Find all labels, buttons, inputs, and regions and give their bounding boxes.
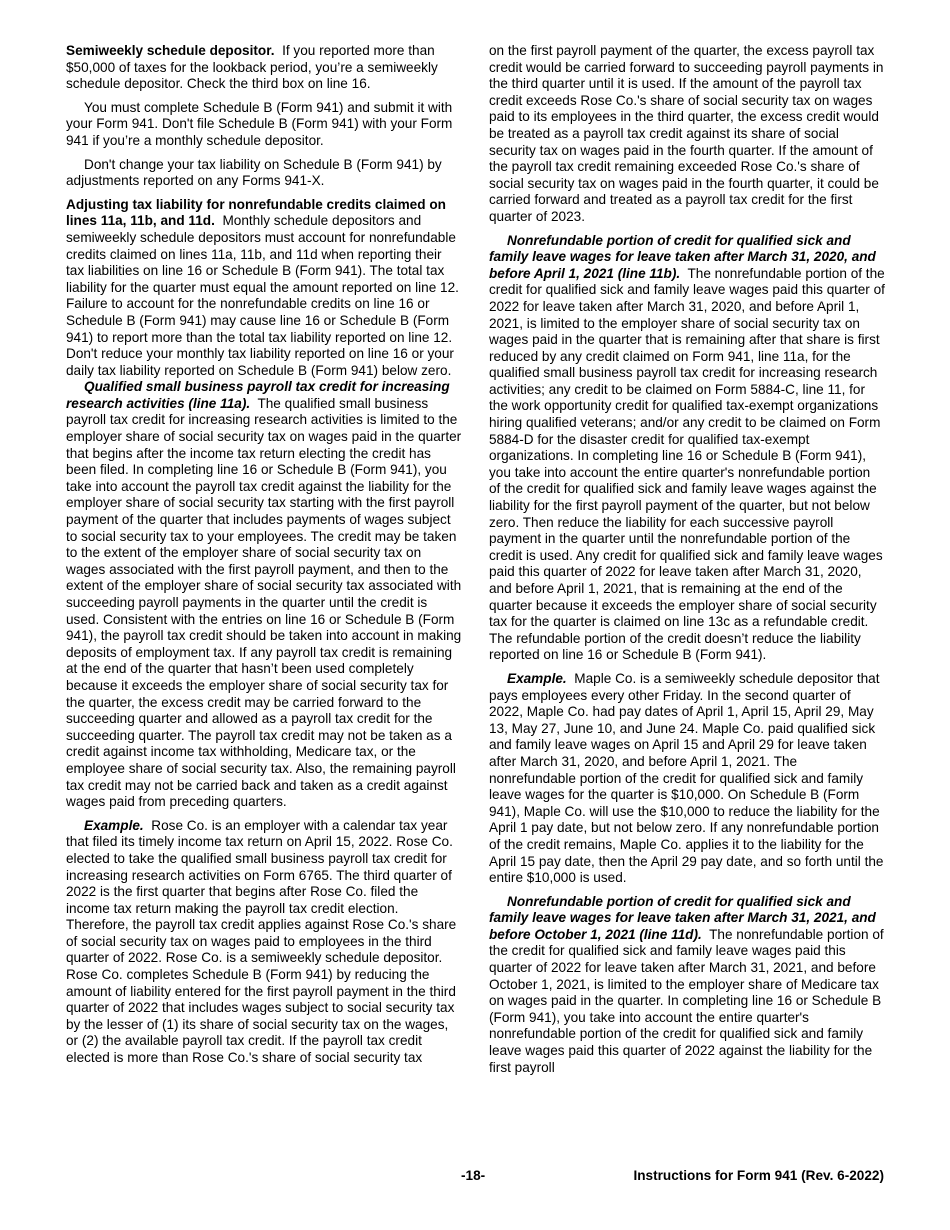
- line-11b-paragraph: [489, 233, 885, 664]
- example-heading: Example.: [507, 670, 567, 686]
- line-11b-heading: Nonrefundable portion of credit for qualified sick and family leave wages for leave taken after March 31, 2020, and before April 1, 2021 (line 11b).: [489, 232, 876, 281]
- line-11a-paragraph: [66, 379, 462, 810]
- semiweekly-depositor-heading: Semiweekly schedule depositor.: [66, 43, 275, 58]
- adjusting-liability-paragraph: [66, 197, 462, 380]
- example-heading: Example.: [84, 817, 144, 833]
- paragraph-text: The nonrefundable portion of the credit for qualified sick and family leave wages paid this quarter of 2022 for leave taken after March 31, 2021, and before October 1, 2021, is limited to the employer share of Medicare tax on wages paid in the quarter. In completing line 16 or Schedule B (Form 941), you take into account the entire quarter's nonrefundable portion of the credit for qualified sick and family leave wages paid this quarter of 2022 against the liability for the first payroll: [489, 926, 884, 1075]
- page-number: -18-: [461, 1168, 486, 1183]
- left-column: [66, 43, 462, 1074]
- line-11a-heading: Qualified small business payroll tax credit for increasing research activities (line 11a).: [66, 379, 450, 411]
- paragraph-text: Monthly schedule depositors and semiweekly schedule depositors must account for nonrefundable credits claimed on lines 11a, 11b, and 11d when reporting their tax liabilities on line 16 or Schedule B (Form 941). The total tax liability for the quarter must equal the amount reported on line 12. Failure to account for the nonrefundable credits on line 16 or Schedule B (Form 941) may cause line 16 or Schedule B (Form 941) to report more than the total tax liability reported on line 12. Don't reduce your monthly tax liability reported on line 16 or your daily tax liability reported on Schedule B (Form 941) below zero.: [66, 213, 459, 378]
- schedule-b-submit-paragraph: You must complete Schedule B (Form 941) and submit it with your Form 941. Don't file Schedule B (Form 941) with your Form 941 if you’re a monthly schedule depositor.: [66, 99, 453, 148]
- paragraph-text: The nonrefundable portion of the credit for qualified sick and family leave wages paid this quarter of 2022 for leave taken after March 31, 2020, and before April 1, 2021, is limited to the employer share of social security tax on wages paid in the quarter that is remaining after that share is first reduced by any credit claimed on Form 941, line 11a, for the qualified small business payroll tax credit for increasing research activities; any credit to be claimed on Form 5884-C, line 11, for the work opportunity credit for qualified tax-exempt organizations hiring qualified veterans; and/or any credit to be claimed on Form 5884-D for the disaster credit for qualified tax-exempt organizations. In completing line 16 or Schedule B (Form 941), you take into account the entire quarter's nonrefundable portion of the credit for qualified sick and family leave wages against the liability for the first payroll payment of the quarter, but not below zero. Then reduce the liability for each successive payroll payment in the quarter until the nonrefundable portion of the credit is used. Any credit for qualified sick and family leave wages paid this quarter of 2022 for leave taken after March 31, 2020, and before April 1, 2021, that is remaining at the end of the quarter because it exceeds the employer share of social security tax for the quarter is claimed on line 13c as a refundable credit. The refundable portion of the credit doesn’t reduce the liability reported on line 16 or Schedule B (Form 941).: [489, 265, 885, 663]
- form-title: Instructions for Form 941 (Rev. 6-2022): [633, 1168, 884, 1183]
- no-change-liability-paragraph: Don't change your tax liability on Schedule B (Form 941) by adjustments reported on any Forms 941-X.: [66, 156, 442, 189]
- paragraph-text: Maple Co. is a semiweekly schedule depositor that pays employees every other Friday. In the second quarter of 2022, Maple Co. had pay dates of April 1, April 15, April 29, May 13, May 27, June 10, and June 24. Maple Co. paid qualified sick and family leave wages on April 15 and April 29 for leave taken after March 31, 2020, and before April 1, 2021. The nonrefundable portion of the credit for qualified sick and family leave wages for the quarter is $10,000. On Schedule B (Form 941), Maple Co. will use the $10,000 to reduce the liability for the April 1 pay date, but not below zero. If any nonrefundable portion of the credit remains, Maple Co. applies it to the liability for the April 15 pay date, then the April 29 pay date, and so forth until the entire $10,000 is used.: [489, 670, 884, 886]
- paragraph-text: Rose Co. is an employer with a calendar tax year that filed its timely income tax return on April 15, 2022. Rose Co. elected to take the qualified small business payroll tax credit for increasing research activities on Form 6765. The third quarter of 2022 is the first quarter that begins after Rose Co. filed the income tax return making the payroll tax credit election. Therefore, the payroll tax credit applies against Rose Co.'s share of social security tax on wages paid to employees in the third quarter of 2022. Rose Co. is a semiweekly schedule depositor. Rose Co. completes Schedule B (Form 941) by reducing the amount of liability entered for the first payroll payment in the third quarter of 2022 that includes wages subject to social security tax by the lesser of (1) its share of social security tax on the wages, or (2) the available payroll tax credit. If the payroll tax credit elected is more than Rose Co.'s share of social security tax: [66, 817, 457, 1066]
- maple-co-example-paragraph: [489, 671, 885, 887]
- paragraph-text: If you reported more than $50,000 of taxes for the lookback period, you’re a semiweekly schedule depositor. Check the third box on line 16.: [66, 43, 438, 92]
- rose-co-example-continued: on the first payroll payment of the quarter, the excess payroll tax credit would be carried forward to succeeding payroll payments in the third quarter until it is used. If the amount of the payroll tax credit exceeds Rose Co.'s share of social security tax on wages paid to its employees in the third quarter, the excess credit would be treated as a payroll tax credit against its share of social security tax on wages paid in the fourth quarter. If the amount of the payroll tax credit remaining exceeded Rose Co.'s share of social security tax on wages paid in the fourth quarter, it could be carried forward and treated as a payroll tax credit for the first quarter of 2023.: [489, 43, 884, 224]
- adjusting-liability-heading: Adjusting tax liability for nonrefundable credits claimed on lines 11a, 11b, and 11d.: [66, 196, 446, 229]
- semiweekly-depositor-paragraph: [66, 43, 462, 93]
- line-11d-paragraph: [489, 894, 885, 1077]
- right-column: [489, 43, 885, 1083]
- paragraph-text: The qualified small business payroll tax credit for increasing research activities is limited to the employer share of social security tax on wages paid in the quarter that begins after the income tax return electing the credit has been filed. In completing line 16 or Schedule B (Form 941), you take into account the payroll tax credit against the liability for the employer share of social security tax starting with the first payroll payment of the quarter that includes payments of wages subject to social security tax to your employees. The credit may be taken to the extent of the employer share of social security tax on wages associated with the first payroll payment, and then to the extent of the employer share of social security tax associated with succeeding payroll payments in the quarter until the credit is used. Consistent with the entries on line 16 or Schedule B (Form 941), the payroll tax credit should be taken into account in making deposits of employment tax. If any payroll tax credit is remaining at the end of the quarter that hasn’t been used completely because it exceeds the employer share of social security tax for the quarter, the excess credit may be carried forward to the succeeding quarter and allowed as a payroll tax credit for the succeeding quarter. The payroll tax credit may not be taken as a credit against income tax withholding, Medicare tax, or the employee share of social security tax. Also, the remaining payroll tax credit may not be carried back and taken as a credit against wages paid from preceding quarters.: [66, 395, 462, 810]
- line-11d-heading: Nonrefundable portion of credit for qualified sick and family leave wages for leave taken after March 31, 2021, and before October 1, 2021 (line 11d).: [489, 893, 876, 942]
- rose-co-example-paragraph: [66, 818, 462, 1067]
